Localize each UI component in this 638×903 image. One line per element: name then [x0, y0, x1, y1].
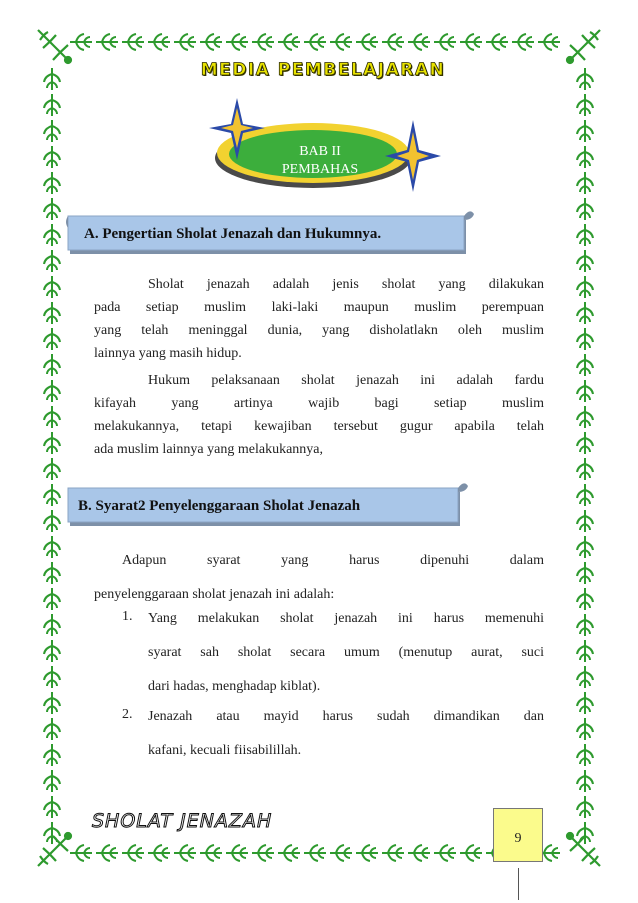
text-line: Sholat jenazah adalah jenis sholat yang dilakukan — [148, 277, 544, 292]
text-line: kafani, kecuali fiisabilillah. — [148, 743, 302, 758]
chapter-title: PEMBAHAS — [281, 162, 359, 176]
text-line: penyelenggaraan sholat jenazah ini adalah: — [94, 587, 335, 602]
text-line: kifayah yang artinya wajib bagi setiap muslim — [94, 396, 544, 411]
text-line: pada setiap muslim laki-laki maupun muslim perempuan — [94, 300, 544, 315]
list-item-number: 1. — [122, 609, 133, 624]
chapter-badge — [195, 90, 445, 200]
list-item — [148, 700, 544, 768]
text-line: syarat sah sholat secara umum (menutup aurat, suci — [148, 645, 544, 660]
section-b-heading: B. Syarat2 Penyelenggaraan Sholat Jenazah — [78, 498, 361, 514]
text-line: melakukannya, tetapi kewajiban tersebut gugur apabila telah — [94, 419, 544, 434]
text-line: lainnya yang masih hidup. — [94, 346, 242, 361]
text-line: ada muslim lainnya yang melakukannya, — [94, 442, 323, 457]
text-line: yang telah meninggal dunia, yang disholatlakn oleh muslim — [94, 323, 544, 338]
divider — [518, 868, 519, 900]
text-line: Jenazah atau mayid harus sudah dimandikan dan — [148, 709, 544, 724]
section-a-banner — [66, 206, 476, 260]
page-title: MEDIA PEMBELAJARAN — [200, 60, 446, 80]
text-line: dari hadas, menghadap kiblat). — [148, 679, 321, 694]
section-a-paragraph-1 — [94, 273, 544, 365]
section-a-paragraph-2 — [94, 369, 544, 461]
text-line: Adapun syarat yang harus dipenuhi dalam — [122, 553, 544, 568]
page-number-box — [493, 808, 543, 862]
list-item-number: 2. — [122, 707, 133, 722]
page-number: 9 — [514, 831, 522, 846]
text-line: Yang melakukan sholat jenazah ini harus memenuhi — [148, 611, 544, 626]
footer-title: SHOLAT JENAZAH — [92, 810, 273, 832]
text-line: Hukum pelaksanaan sholat jenazah ini adalah fardu — [148, 373, 544, 388]
list-item — [148, 602, 544, 704]
chapter-number: BAB II — [299, 144, 341, 159]
section-b-banner — [66, 478, 470, 532]
section-a-heading: A. Pengertian Sholat Jenazah dan Hukumnya. — [84, 226, 382, 242]
